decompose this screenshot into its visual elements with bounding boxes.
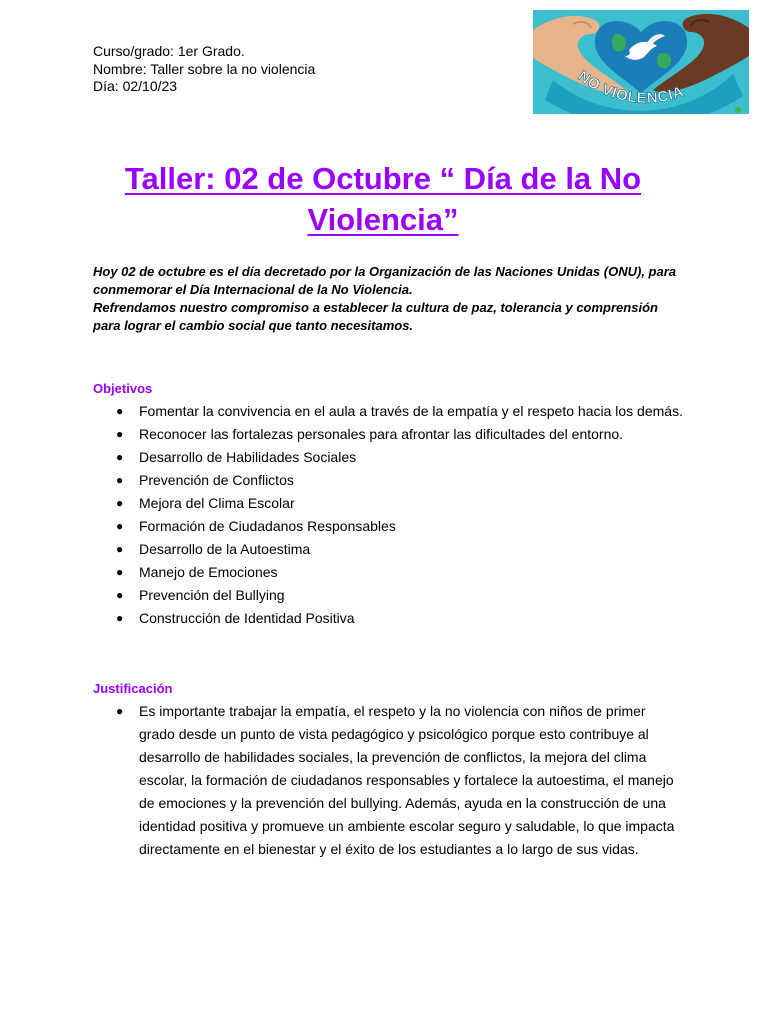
- document-header-info: [93, 43, 315, 96]
- list-item: [93, 400, 683, 423]
- list-item: [93, 538, 683, 561]
- list-item-text: Construcción de Identidad Positiva: [139, 610, 355, 626]
- list-item: [93, 423, 683, 446]
- list-item: [93, 607, 683, 630]
- bullet-icon: ●: [116, 496, 124, 510]
- bullet-icon: ●: [116, 519, 124, 533]
- title-line-1: Taller: 02 de Octubre “ Día de la No: [124, 161, 642, 196]
- list-item-text: Prevención del Bullying: [139, 587, 285, 603]
- bullet-icon: ●: [116, 704, 124, 718]
- list-item: [93, 446, 683, 469]
- bullet-icon: ●: [116, 427, 124, 441]
- list-item-text: Mejora del Clima Escolar: [139, 495, 295, 511]
- list-item-text: Manejo de Emociones: [139, 564, 278, 580]
- list-item-text: Fomentar la convivencia en el aula a través de la empatía y el respeto hacia los demás.: [139, 403, 683, 419]
- list-item: [93, 492, 683, 515]
- no-violence-logo-image: [533, 10, 749, 114]
- intro-paragraph-2: Refrendamos nuestro compromiso a establecer la cultura de paz, tolerancia y comprensión para lograr el cambio social que tanto necesitamos.: [93, 300, 658, 333]
- list-item-text: Desarrollo de la Autoestima: [139, 541, 311, 557]
- intro-paragraph-1: Hoy 02 de octubre es el día decretado por la Organización de las Naciones Unidas (ONU), para conmemorar el Día Internacional de la No Violencia.: [93, 264, 677, 297]
- bullet-icon: ●: [116, 473, 124, 487]
- list-item-text: Es importante trabajar la empatía, el respeto y la no violencia con niños de primer grado desde un punto de vista pedagógico y psicológico porque esto contribuye al desarrollo de habilidades sociales, la prevención de conflictos, la mejora del clima escolar, la formación de ciudadanos responsables y fortalece la autoestima, el manejo de emociones y la prevención del bullying. Además, ayuda en la construcción de una identidad positiva y promueve un ambiente escolar seguro y saludable, lo que impacta directamente en el bienestar y el éxito de los estudiantes a lo largo de sus vidas.: [139, 703, 675, 857]
- svg-text:NO VIOLENCIA: [575, 68, 687, 107]
- list-item-text: Desarrollo de Habilidades Sociales: [139, 449, 357, 465]
- logo-text: NO VIOLENCIA: [574, 67, 687, 107]
- list-item: [93, 515, 683, 538]
- list-item-text: Reconocer las fortalezas personales para afrontar las dificultades del entorno.: [139, 426, 624, 442]
- objectives-list: [93, 400, 683, 630]
- list-item-text: Prevención de Conflictos: [139, 472, 294, 488]
- intro-paragraph: [93, 263, 683, 335]
- bullet-icon: ●: [116, 588, 124, 602]
- bullet-icon: ●: [116, 404, 124, 418]
- objectives-heading: Objetivos: [93, 381, 153, 396]
- list-item: [93, 584, 683, 607]
- bullet-icon: ●: [116, 450, 124, 464]
- justification-list: [93, 700, 683, 861]
- justification-heading: Justificación: [93, 681, 173, 696]
- list-item: [93, 561, 683, 584]
- list-item: [93, 700, 683, 861]
- name-line: Nombre: Taller sobre la no violencia: [93, 60, 316, 77]
- bullet-icon: ●: [116, 611, 124, 625]
- title-line-2: Violencia”: [307, 202, 459, 237]
- list-item-text: Formación de Ciudadanos Responsables: [139, 518, 396, 534]
- page-title: [93, 158, 673, 240]
- course-line: Curso/grado: 1er Grado.: [93, 43, 245, 59]
- list-item: [93, 469, 683, 492]
- date-line: Día: 02/10/23: [93, 78, 178, 94]
- bullet-icon: ●: [116, 565, 124, 579]
- bullet-icon: ●: [116, 542, 124, 556]
